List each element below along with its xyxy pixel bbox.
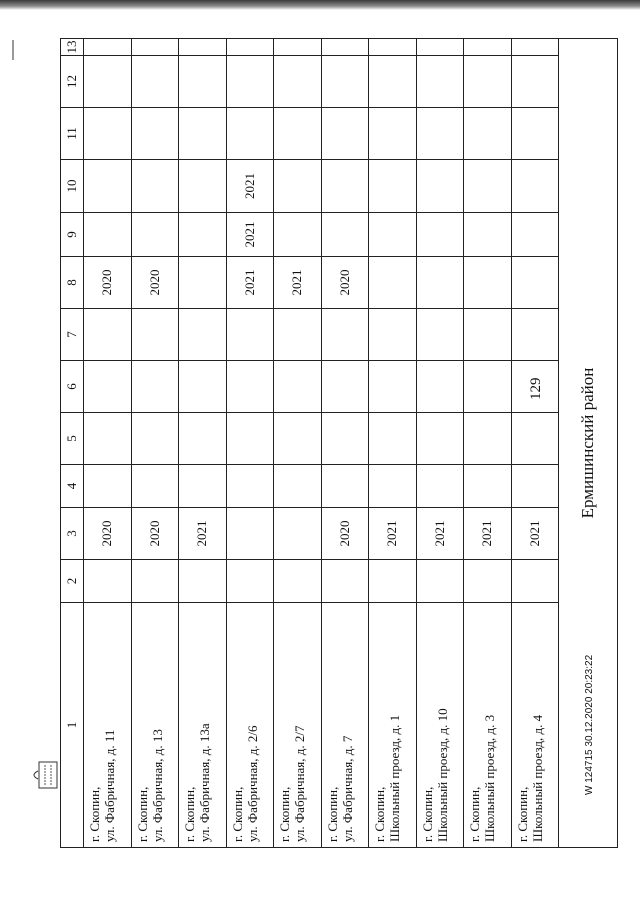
year-cell: 2021 [179,508,227,560]
address-city: г. Скопин, [419,786,435,842]
address-street: Школьный проезд, д. 4 [529,714,545,842]
year-cell [416,160,464,213]
signature-text: 124715 30.12.2020 20:23:22 [584,654,595,783]
address-street: Школьный проезд, д. 3 [482,714,497,842]
address-cell [416,603,464,848]
year-cell [511,361,559,413]
address-street: Школьный проезд, д. 10 [434,708,450,842]
year-cell: 2020 [321,508,369,560]
year-cell [179,257,227,309]
year-cell [511,213,559,257]
year-cell [84,309,132,361]
year-cell [321,309,369,361]
column-header: 4 [61,465,84,508]
year-cell [274,413,322,465]
year-cell [464,361,512,413]
year-cell [274,560,322,603]
year-cell [416,213,464,257]
column-header: 1 [61,603,84,848]
year-cell [369,257,417,309]
year-cell [369,56,417,108]
year-cell [274,465,322,508]
year-cell [511,413,559,465]
table-row [84,39,132,848]
address-city: г. Скопин, [134,786,150,842]
year-cell: 2021 [464,508,512,560]
year-cell [369,213,417,257]
year-cell: 2020 [84,257,132,309]
year-cell [369,361,417,413]
table-row [511,39,559,848]
page-number: 129 [528,377,544,400]
address-street: Школьный проезд, д. 1 [387,714,402,842]
year-cell [464,39,512,56]
scan-mark [12,40,14,60]
year-cell [464,160,512,213]
year-cell [416,56,464,108]
year-cell [274,160,322,213]
address-cell [369,603,417,848]
address-street: ул. Фабричная, д. 13а [197,723,212,842]
address-city: г. Скопин, [229,786,245,842]
year-cell: 2021 [226,213,274,257]
address-cell [131,603,179,848]
year-cell [321,361,369,413]
year-cell [369,39,417,56]
year-cell: 2021 [226,257,274,309]
year-cell [131,213,179,257]
year-cell [131,39,179,56]
electronic-signature [584,655,595,795]
column-header: 13 [61,39,84,56]
year-cell [131,56,179,108]
year-cell [321,56,369,108]
year-cell [321,39,369,56]
year-cell [464,257,512,309]
year-cell [369,413,417,465]
year-cell [511,309,559,361]
year-cell [274,309,322,361]
year-cell [226,309,274,361]
address-street: ул. Фабричная, д. 2/7 [292,725,307,842]
year-cell [131,560,179,603]
table-row [369,39,417,848]
year-cell [321,413,369,465]
year-cell [464,213,512,257]
registration-stamp [29,761,59,789]
year-cell [511,465,559,508]
year-cell [416,309,464,361]
year-cell [464,108,512,160]
year-cell [369,108,417,160]
year-cell [274,361,322,413]
year-cell [131,465,179,508]
year-cell [84,361,132,413]
year-cell [511,160,559,213]
year-cell [84,465,132,508]
year-cell [179,309,227,361]
table-row [226,39,274,848]
table-row [274,39,322,848]
address-cell [321,603,369,848]
year-cell [179,361,227,413]
year-cell [131,309,179,361]
year-cell [84,413,132,465]
column-header: 10 [61,160,84,213]
address-cell [274,603,322,848]
address-cell [179,603,227,848]
year-cell [321,213,369,257]
column-header: 12 [61,56,84,108]
year-cell [416,413,464,465]
year-cell [179,108,227,160]
year-cell [416,257,464,309]
year-cell [416,560,464,603]
year-cell [226,39,274,56]
year-cell [179,56,227,108]
year-cell [226,361,274,413]
table-row [131,39,179,848]
year-cell [179,560,227,603]
year-cell [369,160,417,213]
year-cell [84,56,132,108]
address-cell [84,603,132,848]
year-cell [416,39,464,56]
column-header: 5 [61,413,84,465]
column-header: 6 [61,361,84,413]
year-cell [511,56,559,108]
year-cell: 2021 [274,257,322,309]
year-cell [226,108,274,160]
address-city: г. Скопин, [514,786,530,842]
year-cell [84,213,132,257]
year-cell [131,361,179,413]
column-header: 7 [61,309,84,361]
year-cell [321,465,369,508]
year-cell [274,39,322,56]
year-cell: 2021 [416,508,464,560]
table-row [321,39,369,848]
year-cell [511,257,559,309]
address-cell [464,603,512,848]
year-cell: 2020 [131,508,179,560]
year-cell [416,108,464,160]
year-cell [274,213,322,257]
column-header: 9 [61,213,84,257]
year-cell: 2021 [226,160,274,213]
address-city: г. Скопин, [467,786,482,842]
address-street: ул. Фабричная, д. 11 [102,729,117,842]
address-city: г. Скопин, [372,786,387,842]
year-cell [84,160,132,213]
year-cell [179,160,227,213]
year-cell [464,413,512,465]
year-cell: 2020 [321,257,369,309]
year-cell [131,108,179,160]
year-cell [84,108,132,160]
year-cell [179,413,227,465]
year-cell [416,465,464,508]
year-cell [179,213,227,257]
address-city: г. Скопин, [324,786,340,842]
year-cell [464,465,512,508]
table-row [416,39,464,848]
address-street: ул. Фабричная, д. 7 [339,735,355,842]
column-header: 11 [61,108,84,160]
year-cell [464,56,512,108]
year-cell [416,361,464,413]
address-city: г. Скопин, [182,786,197,842]
year-cell [226,560,274,603]
region-title: Ермишинский район [559,39,618,848]
year-cell [511,108,559,160]
year-cell [321,108,369,160]
year-cell [131,413,179,465]
year-cell [179,465,227,508]
year-cell: 2021 [511,508,559,560]
header-row [61,39,84,848]
year-cell [226,413,274,465]
address-street: ул. Фабричная, д. 2/6 [244,725,260,842]
year-cell [369,465,417,508]
scan-edge [0,0,640,10]
year-cell [84,560,132,603]
year-cell: 2021 [369,508,417,560]
year-cell [226,508,274,560]
signature-mark: W [584,785,595,795]
address-street: ул. Фабричная, д. 13 [149,729,165,842]
year-cell [274,56,322,108]
year-cell [321,160,369,213]
year-cell [321,560,369,603]
year-cell [274,108,322,160]
year-cell [511,560,559,603]
year-cell [369,560,417,603]
column-header: 8 [61,257,84,309]
table-body [84,39,618,848]
address-city: г. Скопин, [87,786,102,842]
year-cell [226,465,274,508]
address-city: г. Скопин, [277,786,292,842]
year-cell [464,309,512,361]
year-cell [131,160,179,213]
address-cell [511,603,559,848]
year-cell [84,39,132,56]
year-cell [274,508,322,560]
address-cell [226,603,274,848]
year-cell [464,560,512,603]
year-cell: 2020 [84,508,132,560]
table-row [179,39,227,848]
column-header: 2 [61,560,84,603]
year-cell: 2020 [131,257,179,309]
year-cell [511,39,559,56]
column-header: 3 [61,508,84,560]
works-schedule-table [60,38,618,848]
table-row [464,39,512,848]
year-cell [179,39,227,56]
year-cell [369,309,417,361]
year-cell [226,56,274,108]
